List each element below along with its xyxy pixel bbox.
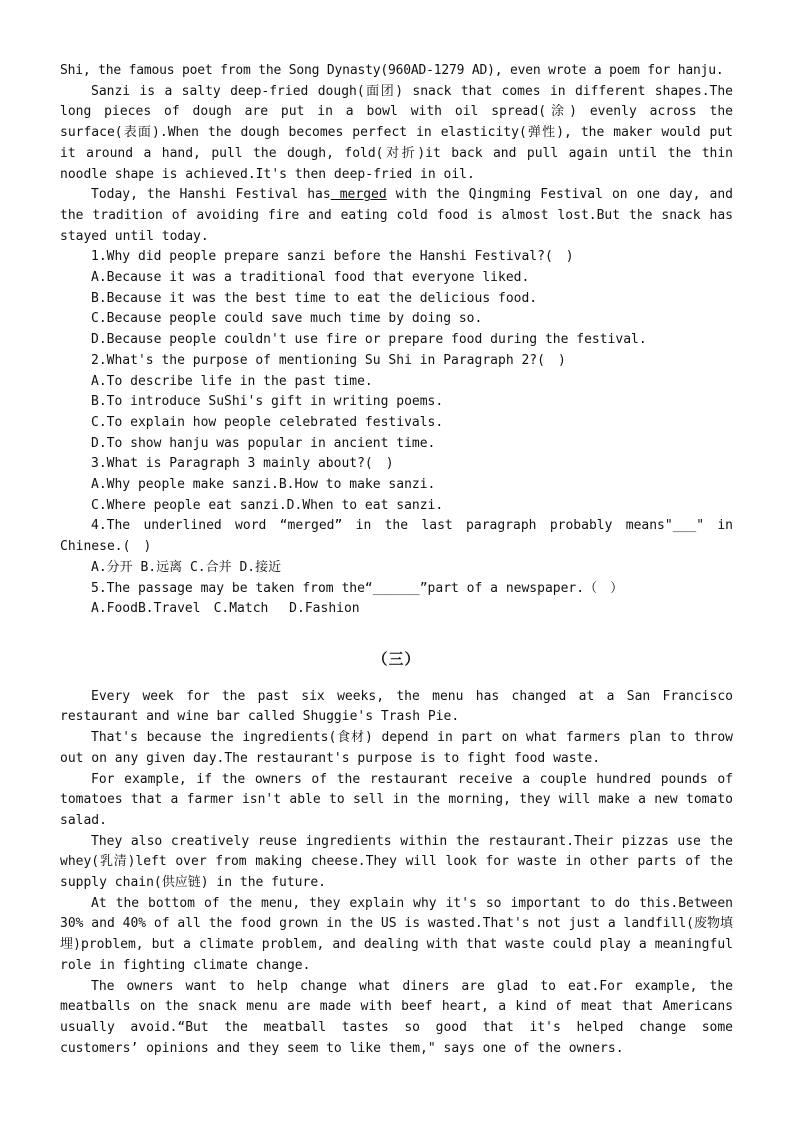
question-5-options: A.FoodB.Travel C.Match D.Fashion: [91, 601, 360, 617]
question-1-option-c: C.Because people could save much time by doing so.: [91, 311, 483, 327]
paragraph-today: [60, 185, 733, 247]
question-1-stem: 1.Why did people prepare sanzi before the Hanshi Festival?( ): [91, 249, 574, 265]
question-4-options: A.分开 B.远离 C.合并 D.接近: [91, 559, 282, 575]
paragraph-poet: Shi, the famous poet from the Song Dynasty(960AD-1279 AD), even wrote a poem for hanju.: [60, 63, 724, 78]
paragraph-reuse: They also creatively reuse ingredients within the restaurant.Their pizzas use the whey(乳清)left over from making cheese.They will look for waste in other parts of the supply chain(供应链) in the future.: [60, 833, 733, 891]
question-2-option-b: B.To introduce SuShi's gift in writing poems.: [91, 394, 444, 410]
question-1-option-a: A.Because it was a traditional food that everyone liked.: [91, 270, 530, 286]
question-2-option-d: D.To show hanju was popular in ancient time.: [91, 435, 436, 451]
question-4-stem: 4.The underlined word “merged” in the last paragraph probably means"___" in Chinese.( ): [60, 518, 733, 555]
question-2-option-c: C.To explain how people celebrated festivals.: [91, 414, 444, 430]
question-3-options-cd: C.Where people eat sanzi.D.When to eat sanzi.: [91, 497, 444, 513]
paragraph-sanzi: Sanzi is a salty deep-fried dough(面团) snack that comes in different shapes.The long pieces of dough are put in a bowl with oil spread(涂) evenly across the surface(表面).When the dough becomes perfect in elasticity(弹性), the maker would put it around a hand, pull the dough, fold(对折)it back and pull again until the thin noodle shape is achieved.It's then deep-fried in oil.: [60, 83, 733, 182]
question-5-stem: 5.The passage may be taken from the“______”part of a newspaper.（ ）: [91, 580, 624, 596]
paragraph-waste: At the bottom of the menu, they explain why it's so important to do this.Between 30% and 40% of all the food grown in the US is wasted.That's not just a landfill(废物填埋)problem, but a climate problem, and dealing with that waste could play a meaningful role in fighting climate change.: [60, 895, 733, 973]
paragraph-owners: The owners want to help change what diners are glad to eat.For example, the meatballs on the snack menu are made with beef heart, a kind of meat that Americans usually avoid.“But the meatball tastes so good that it's helped change some customers’ opinions and they seem to like them," says one of the owners.: [60, 978, 733, 1056]
underlined-word-merged: merged: [330, 187, 387, 203]
question-3-options-ab: A.Why people make sanzi.B.How to make sanzi.: [91, 477, 436, 493]
text-today-before: Today, the Hanshi Festival has: [91, 187, 331, 203]
paragraph-menu: Every week for the past six weeks, the menu has changed at a San Francisco restaurant and wine bar called Shuggie's Trash Pie.: [60, 688, 733, 725]
question-1-option-d: D.Because people couldn't use fire or prepare food during the festival.: [91, 332, 647, 348]
question-3-stem: 3.What is Paragraph 3 mainly about?( ): [91, 456, 394, 472]
section-heading: （三）: [372, 649, 421, 668]
text-today-after: with the Qingming Festival on one day, and the tradition of avoiding fire and eating cold food is almost lost.But the snack has stayed until today.: [60, 187, 733, 244]
question-2-stem: 2.What's the purpose of mentioning Su Shi in Paragraph 2?( ): [91, 352, 566, 368]
question-1-option-b: B.Because it was the best time to eat the delicious food.: [91, 290, 538, 306]
document-page: [60, 61, 733, 1059]
paragraph-ingredients: That's because the ingredients(食材) depend in part on what farmers plan to throw out on any given day.The restaurant's purpose is to fight food waste.: [60, 730, 733, 766]
question-2-option-a: A.To describe life in the past time.: [91, 373, 373, 389]
paragraph-example: For example, if the owners of the restaurant receive a couple hundred pounds of tomatoes that a farmer isn't able to sell in the morning, they will make a new tomato salad.: [60, 771, 733, 828]
